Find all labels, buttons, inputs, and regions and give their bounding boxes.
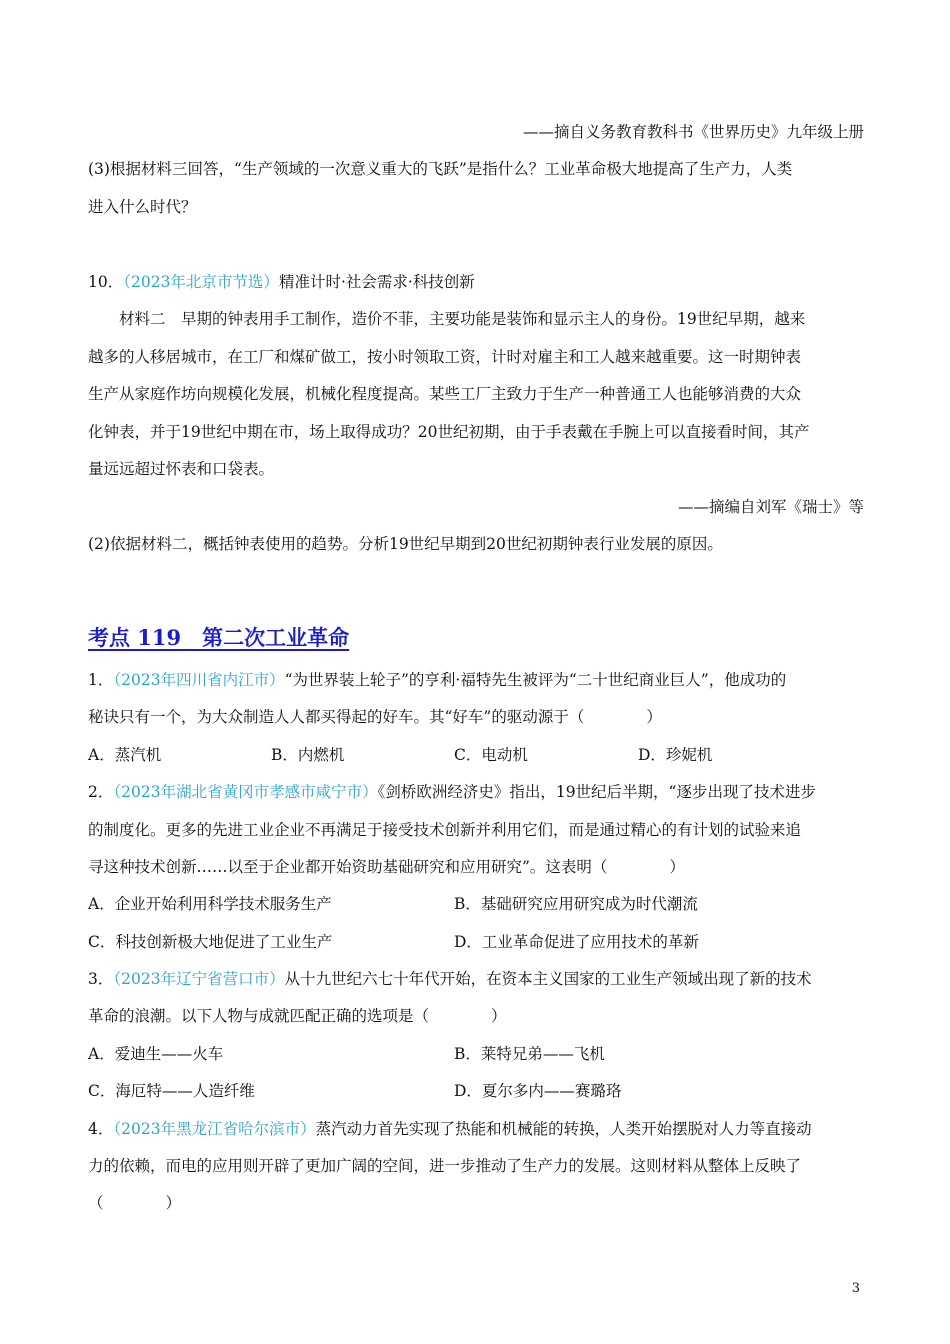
q3-option-a[interactable]: A．爱迪生——火车: [88, 1045, 224, 1063]
q2-option-d[interactable]: D．工业革命促进了应用技术的革新: [454, 933, 699, 951]
q3-option-c[interactable]: C．海厄特——人造纤维: [88, 1082, 255, 1100]
q9-3-line-2: 进入什么时代？: [88, 198, 197, 216]
q3-line-1: [88, 968, 812, 990]
q4-source: （2023年黑龙江省哈尔滨市）: [113, 1120, 316, 1138]
q2-line-2: 的制度化。更多的先进工业企业不再满足于接受技术创新并利用它们，而是通过精心的有计划的试验来追: [88, 821, 802, 839]
q2-option-c[interactable]: C．科技创新极大地促进了工业生产: [88, 933, 333, 951]
page-number: 3: [851, 1281, 860, 1296]
q2-option-a[interactable]: A．企业开始利用科学技术服务生产: [88, 895, 332, 913]
q4-line-1: [88, 1118, 812, 1140]
q2-number: 2．: [88, 783, 114, 801]
q1-line-2: 秘诀只有一个，为大众制造人人都买得起的好车。其“好车”的驱动源于（ ）: [88, 708, 662, 726]
q10-material-line-1: 材料二 早期的钟表用手工制作，造价不菲，主要功能是装饰和显示主人的身份。19世纪早期，越来: [119, 310, 806, 328]
q3-text-1: 从十九世纪六七十年代开始，在资本主义国家的工业生产领域出现了新的技术: [284, 970, 812, 988]
q10-attribution: ——摘编自刘军《瑞士》等: [677, 498, 864, 516]
q10-question: (2)依据材料二，概括钟表使用的趋势。分析19世纪早期到20世纪初期钟表行业发展的原因。: [88, 535, 723, 553]
q10-number: 10．: [88, 273, 124, 291]
q3-option-b[interactable]: B．莱特兄弟——飞机: [454, 1045, 605, 1063]
q10-material-line-2: 越多的人移居城市，在工厂和煤矿做工，按小时领取工资，计时对雇主和工人越来越重要。这一时期钟表: [88, 348, 802, 366]
q4-number: 4．: [88, 1120, 114, 1138]
q1-option-d[interactable]: D．珍妮机: [638, 746, 713, 764]
q10-material-line-3: 生产从家庭作坊向规模化发展，机械化程度提高。某些工厂主致力于生产一种普通工人也能够消费的大众: [88, 385, 802, 403]
source-attribution-textbook: ——摘自义务教育教科书《世界历史》九年级上册: [522, 123, 864, 141]
q1-option-a[interactable]: A．蒸汽机: [88, 746, 162, 764]
q2-line-3: 寻这种技术创新……以至于企业都开始资助基础研究和应用研究”。这表明（ ）: [88, 858, 685, 876]
q10-material-line-4: 化钟表，并于19世纪中期在市，场上取得成功？20世纪初期，由于手表戴在手腕上可以直接看时间，其产: [88, 423, 810, 441]
q2-option-b[interactable]: B．基础研究应用研究成为时代潮流: [454, 895, 698, 913]
q4-line-3: （ ）: [88, 1194, 182, 1212]
q2-line-1: [88, 781, 816, 803]
q10-material-line-5: 量远远超过怀表和口袋表。: [88, 460, 275, 478]
q10-header: [88, 271, 475, 293]
section-heading: 考点 119 第二次工业革命: [88, 625, 350, 650]
q9-3-line-1: (3)根据材料三回答，“生产领域的一次意义重大的飞跃”是指什么？工业革命极大地提高了生产力，人类: [88, 160, 793, 178]
q1-source: （2023年四川省内江市）: [113, 671, 285, 689]
q1-text-1: “为世界装上轮子”的亨利·福特先生被评为“二十世纪商业巨人”，他成功的: [284, 671, 787, 689]
q3-line-2: 革命的浪潮。以下人物与成就匹配正确的选项是（ ）: [88, 1007, 507, 1025]
q10-title: 精准计时·社会需求·科技创新: [278, 273, 475, 291]
q1-number: 1．: [88, 671, 114, 689]
q3-option-d[interactable]: D．夏尔多内——赛璐珞: [454, 1082, 622, 1100]
q1-option-b[interactable]: B．内燃机: [271, 746, 345, 764]
q4-text-1: 蒸汽动力首先实现了热能和机械能的转换，人类开始摆脱对人力等直接动: [315, 1120, 812, 1138]
q2-source: （2023年湖北省黄冈市孝感市咸宁市）: [113, 783, 378, 801]
q10-source: （2023年北京市节选）: [123, 273, 279, 291]
q1-option-c[interactable]: C．电动机: [454, 746, 528, 764]
q3-number: 3．: [88, 970, 114, 988]
q3-source: （2023年辽宁省营口市）: [113, 970, 285, 988]
q1-line-1: [88, 669, 786, 691]
q2-text-1: 《剑桥欧洲经济史》指出，19世纪后半期，“逐步出现了技术进步: [377, 783, 816, 801]
q4-line-2: 力的依赖，而电的应用则开辟了更加广阔的空间，进一步推动了生产力的发展。这则材料从整体上反映了: [88, 1157, 802, 1175]
